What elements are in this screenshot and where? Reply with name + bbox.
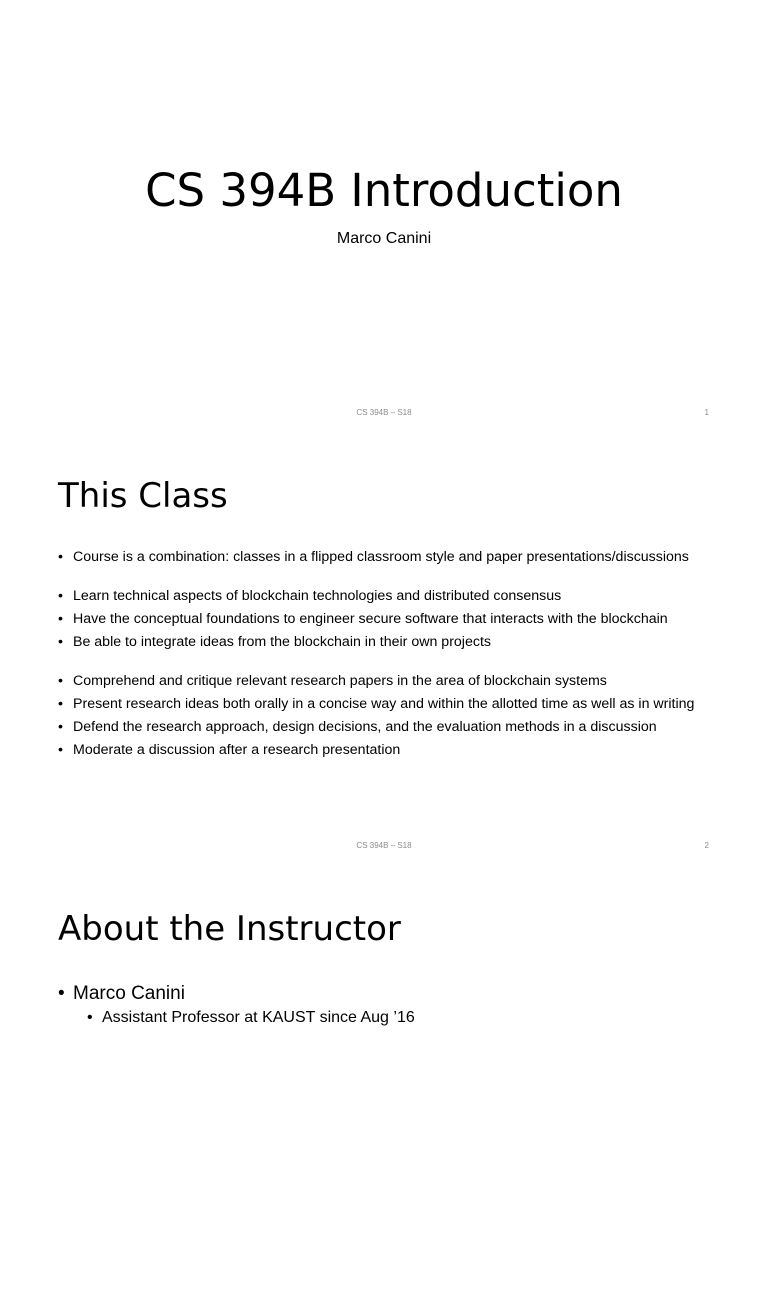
bullet-item [58,673,718,690]
bullet-dot-icon: • [58,634,63,650]
bullet-text: Learn technical aspects of blockchain technologies and distributed consensus [73,588,562,604]
bullet-dot-icon: • [58,719,63,735]
bullet-dot-icon: • [58,742,63,758]
bullet-text: Have the conceptual foundations to engineer secure software that interacts with the blockchain [73,611,668,627]
bullet-dot-icon: • [58,588,63,604]
slide-1-footer: CS 394B – S18 [356,408,412,417]
bullet-text: Be able to integrate ideas from the blockchain in their own projects [73,634,491,650]
bullet-item [58,982,718,1028]
bullet-text: Course is a combination: classes in a flipped classroom style and paper presentations/discussions [73,549,689,565]
bullet-dot-icon: • [58,549,63,565]
slide-2-heading: This Class [58,476,228,516]
slide-1-subtitle: Marco Canini [336,230,432,247]
sub-bullet-list [73,1008,718,1028]
slide-1 [0,0,768,433]
bullet-item [58,696,718,713]
bullet-item [58,634,718,651]
bullet-dot-icon: • [58,983,65,1004]
sub-bullet-text: Assistant Professor at KAUST since Aug ’16 [102,1009,415,1026]
bullet-dot-icon: • [58,696,63,712]
slide-2-page-number: 2 [704,841,709,850]
bullet-text: Moderate a discussion after a research presentation [73,742,401,758]
bullet-item [58,588,718,605]
sub-bullet-item [87,1008,718,1028]
slide-3-bullet-list [58,982,718,1034]
slide-2-footer: CS 394B – S18 [356,841,412,850]
bullet-item [58,719,718,736]
slide-1-title: CS 394B Introduction [145,164,623,217]
slide-3-heading: About the Instructor [58,909,401,949]
slide-2 [0,433,768,866]
bullet-text: Marco Canini [73,983,185,1004]
bullet-item [58,611,718,628]
slide-1-page-number: 1 [704,408,709,417]
bullet-dot-icon: • [58,611,63,627]
bullet-dot-icon: • [87,1009,93,1026]
slide-3 [0,866,768,1299]
bullet-text: Defend the research approach, design decisions, and the evaluation methods in a discussion [73,719,657,735]
bullet-dot-icon: • [58,673,63,689]
bullet-text: Present research ideas both orally in a concise way and within the allotted time as well as in writing [73,696,695,712]
bullet-text: Comprehend and critique relevant research papers in the area of blockchain systems [73,673,607,689]
slide-2-bullet-list [58,549,718,765]
bullet-item [58,742,718,759]
bullet-item [58,549,718,566]
